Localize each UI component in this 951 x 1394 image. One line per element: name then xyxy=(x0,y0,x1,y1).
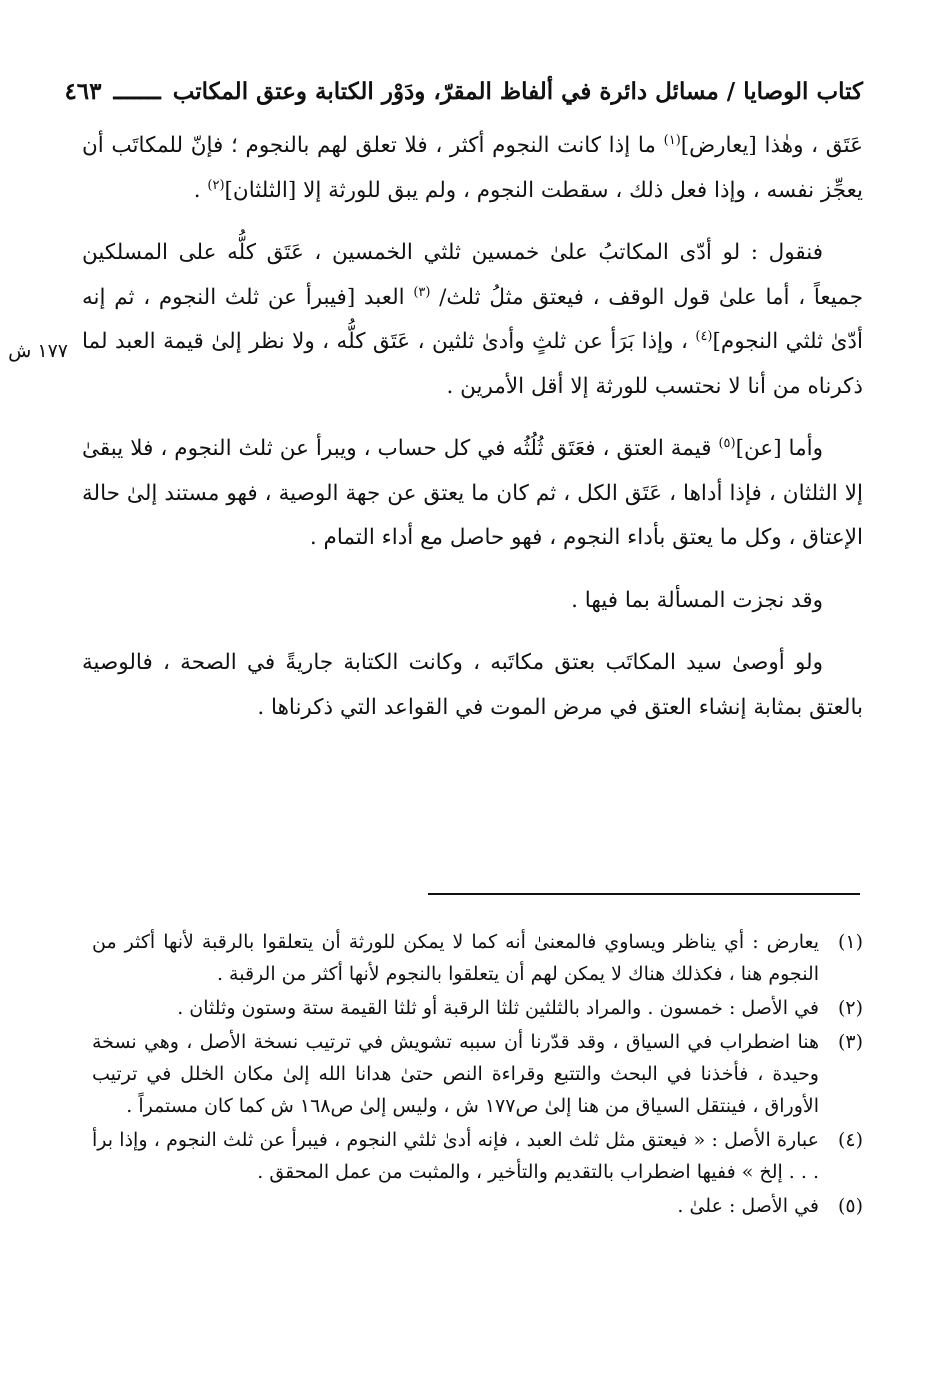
paragraph xyxy=(82,231,863,409)
footnote-text: هنا اضطراب في السياق ، وقد قدّرنا أن سببه تشويش في ترتيب نسخة الأصل ، وهي نسخة وحيدة ، فأخذنا في البحث والتتبع وقراءة النص حتىٰ هدانا الله إلىٰ مكان الخلل في ترتيب الأوراق ، فينتقل السياق من هنا إلىٰ ص١٧٧ ش ، وليس إلىٰ ص١٦٨ ش كما كان مستمراً . xyxy=(92,1031,819,1117)
paragraph xyxy=(82,124,863,213)
paragraph-text: ما إذا كانت النجوم أكثر ، فلا تعلق لهم بالنجوم ؛ فإنّ للمكاتَب أن يعجِّز نفسه ، وإذا فعل ذلك ، سقطت النجوم ، ولم يبق للورثة إلا [الثلثان] xyxy=(82,133,863,203)
header-dash: ـــــــ xyxy=(113,78,161,105)
footnote-ref[interactable]: (٣) xyxy=(413,284,431,300)
footnote xyxy=(92,1124,863,1188)
footnote-text: في الأصل : علىٰ . xyxy=(677,1195,819,1217)
footnote-number: (١) xyxy=(837,931,863,953)
footnote-number: (٢) xyxy=(837,997,863,1019)
footnote-number: (٥) xyxy=(837,1195,863,1217)
paragraph-text: العبد [فيبرأ عن ثلث النجوم ، ثم إنه أدّىٰ ثلثي النجوم] xyxy=(82,284,863,354)
header-title: كتاب الوصايا / مسائل دائرة في ألفاظ المقرّ، ودَوْر الكتابة وعتق المكاتب xyxy=(172,78,863,105)
paragraph-text: فنقول : لو أدّى المكاتبُ علىٰ خمسين ثلثي الخمسين ، عَتَق كلُّه على المسلكين جميعاً ، أما علىٰ قول الوقف ، فيعتق مثلُ ثلث/ xyxy=(82,240,863,310)
footnote-text: في الأصل : خمسون . والمراد بالثلثين ثلثا الرقبة أو ثلثا القيمة ستة وستون وثلثان . xyxy=(177,997,819,1019)
running-header xyxy=(64,78,863,122)
footnote-text: يعارض : أي يناظر ويساوي فالمعنىٰ أنه كما لا يمكن للورثة أن يتعلقوا بالرقبة لأنها أكثر من النجوم هنا ، فكذلك هناك لا يمكن لهم أن يتعلقوا بالنجوم لأنها أكثر من الرقبة . xyxy=(92,931,819,985)
paragraph: وقد نجزت المسألة بما فيها . xyxy=(571,587,823,613)
paragraph-text: ، وإذا بَرَأ عن ثلثٍ وأدىٰ ثلثين ، عَتَق كلُّه ، ولا نظر إلىٰ قيمة العبد لما ذكرناه من أنا لا نحتسب للورثة إلا أقل الأمرين . xyxy=(82,329,863,399)
footnote-text: عبارة الأصل : « فيعتق مثل ثلث العبد ، فإنه أدىٰ ثلثي النجوم ، فيبرأ عن ثلث النجوم ، وإذا برأ . . . إلخ » ففيها اضطراب بالتقديم والتأخير ، والمثبت من عمل المحقق . xyxy=(92,1129,819,1183)
footnote xyxy=(92,926,863,990)
footnote-ref[interactable]: (٥) xyxy=(718,435,736,451)
footnote-separator xyxy=(428,893,860,895)
paragraph: ولو أوصىٰ سيد المكاتَب بعتق مكاتَبه ، وكانت الكتابة جاريةً في الصحة ، فالوصية بالعتق بمثابة إنشاء العتق في مرض الموت في القواعد التي ذكرناها . xyxy=(82,650,863,720)
footnote-ref[interactable]: (٤) xyxy=(695,328,713,344)
footnote-ref[interactable]: (٢) xyxy=(207,177,225,193)
paragraph-text: قيمة العتق ، فعَتَق ثُلُثُه في كل حساب ، ويبرأ عن ثلث النجوم ، فلا يبقىٰ إلا الثلثان ، فإذا أداها ، عَتَق الكل ، ثم كان ما يعتق عن جهة الوصية ، فهو مستند إلىٰ حالة الإعتاق ، وكل ما يعتق بأداء النجوم ، فهو حاصل مع أداء التمام . xyxy=(82,436,863,550)
page-number: ٤٦٣ xyxy=(64,78,102,105)
paragraph-text: . xyxy=(193,177,208,203)
paragraph-text: وأما [عن] xyxy=(735,436,823,461)
footnote xyxy=(92,1026,863,1122)
footnote-ref[interactable]: (١) xyxy=(663,132,681,148)
footnote-number: (٤) xyxy=(837,1129,863,1151)
footnote xyxy=(92,1190,863,1222)
main-text xyxy=(82,124,863,748)
footnotes xyxy=(92,926,863,1224)
footnote-number: (٣) xyxy=(837,1031,863,1053)
paragraph xyxy=(82,427,863,561)
footnote xyxy=(92,992,863,1024)
margin-folio-note: ١٧٧ ش xyxy=(8,340,68,362)
paragraph-text: عَتَق ، وهٰذا [يعارض] xyxy=(680,133,863,158)
